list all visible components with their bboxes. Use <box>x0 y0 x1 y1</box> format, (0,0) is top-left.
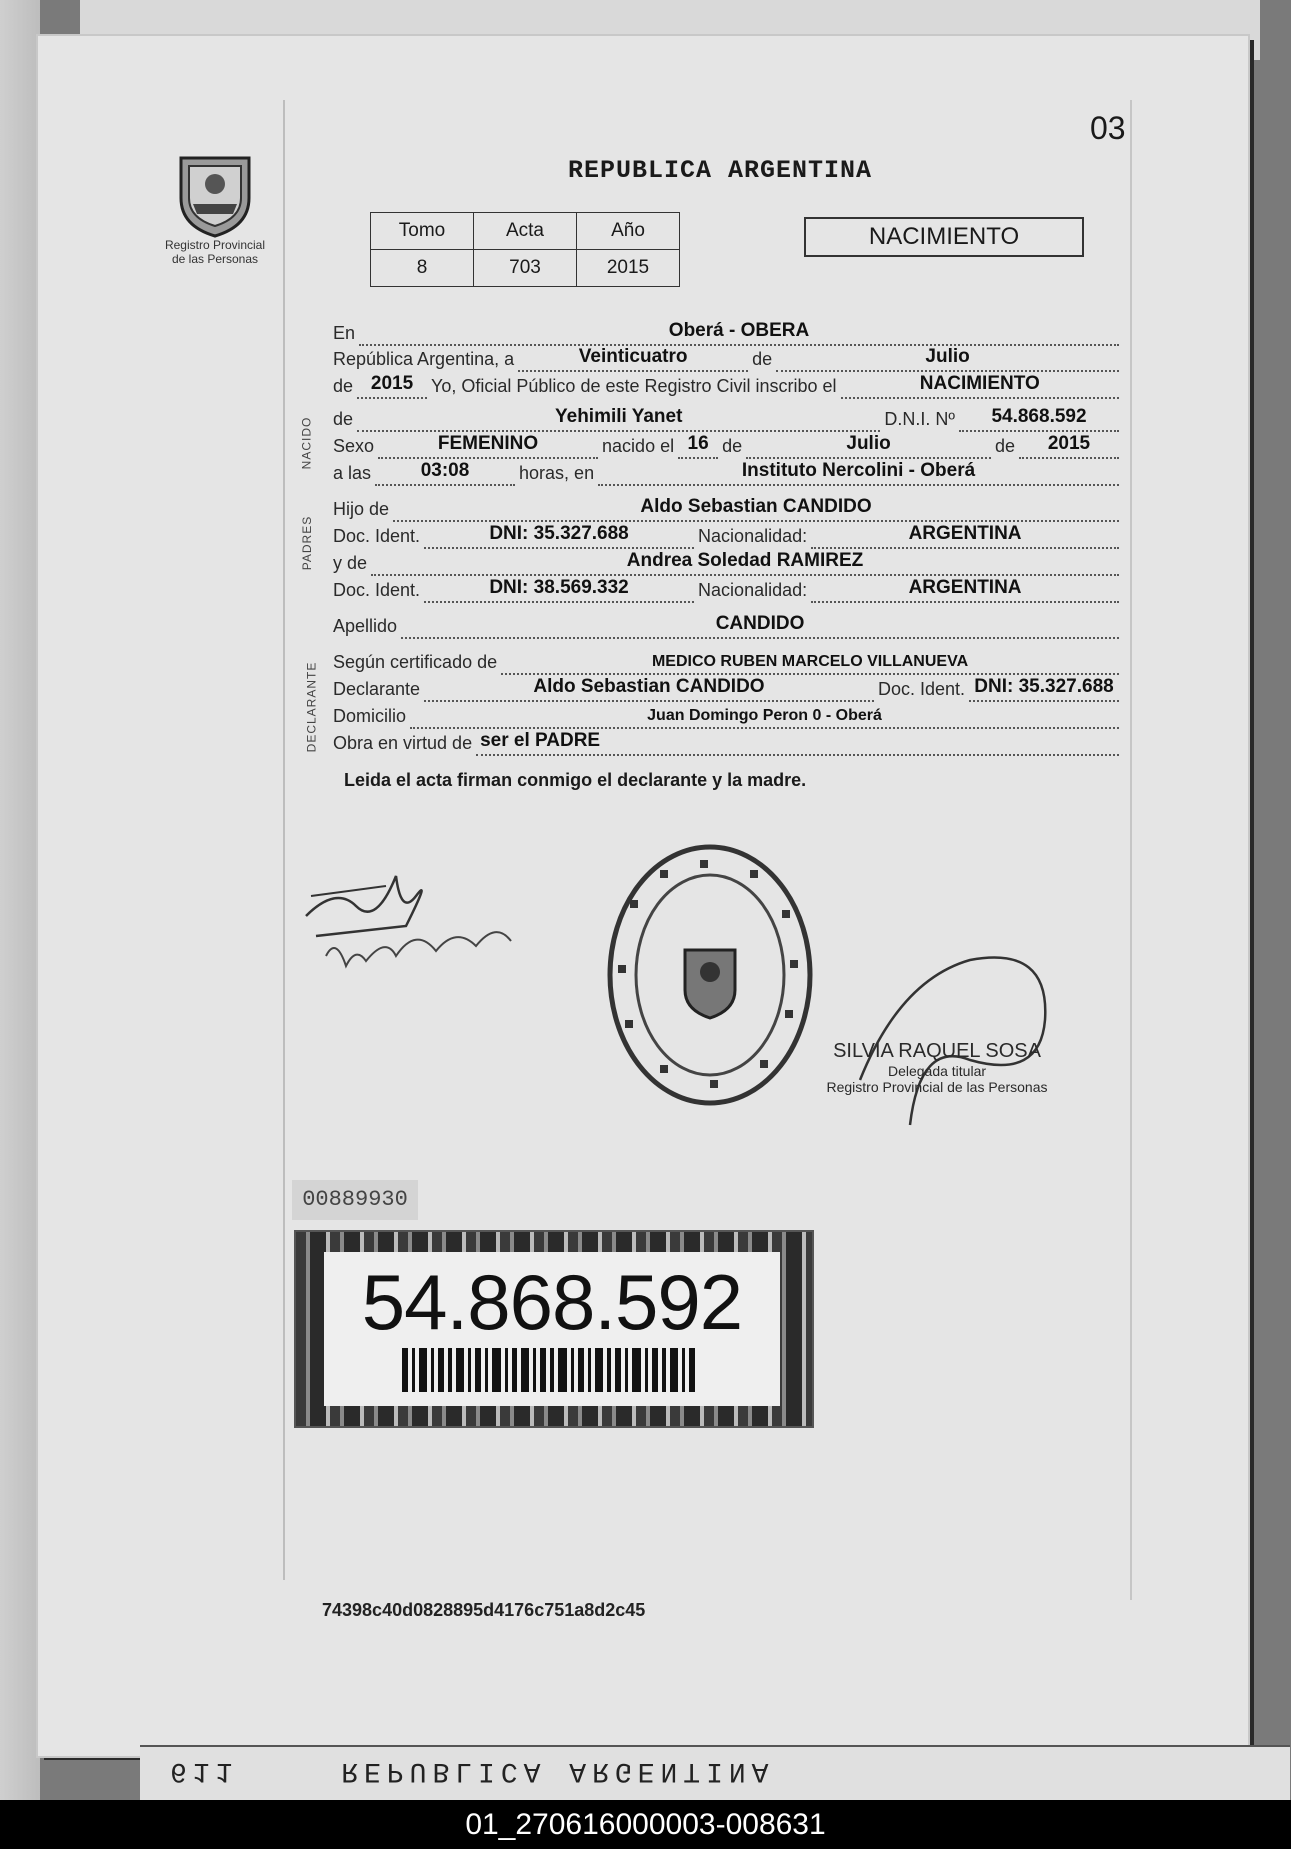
field-oficial-value: NACIMIENTO <box>919 373 1040 394</box>
coat-of-arms-icon <box>173 148 257 238</box>
field-certificado-value: MEDICO RUBEN MARCELO VILLANUEVA <box>651 653 969 670</box>
field-doc2-label: Doc. Ident. <box>333 580 421 600</box>
field-dni-label: D.N.I. Nº <box>884 409 955 429</box>
field-doc1-label: Doc. Ident. <box>333 526 421 546</box>
registry-value-row <box>371 250 680 287</box>
field-nac1-value: ARGENTINA <box>908 523 1022 544</box>
field-hijo-de <box>333 494 1123 522</box>
logo-line-2: de las Personas <box>171 252 259 266</box>
field-obra <box>333 728 1123 756</box>
field-certificado-label: Según certificado de <box>333 652 498 672</box>
official-seal <box>600 840 820 1110</box>
field-doc-2 <box>333 575 1123 603</box>
field-republica <box>333 344 1123 372</box>
document-heading: REPUBLICA ARGENTINA <box>567 156 873 185</box>
scan-footer: 01_270616000003-008631 <box>0 1800 1291 1849</box>
field-de-month-label: de <box>752 349 773 369</box>
field-nacido-de2-value: 2015 <box>1047 433 1091 454</box>
registry-header-ano: Año <box>577 213 680 250</box>
next-sheet-edge <box>140 1745 1290 1802</box>
field-hijo-de-label: Hijo de <box>333 499 390 519</box>
background-strip <box>0 0 40 1800</box>
field-horas-value: Instituto Nercolini - Oberá <box>741 460 976 481</box>
field-doc3-label: Doc. Ident. <box>877 679 965 699</box>
field-hijo-de-value: Aldo Sebastian CANDIDO <box>640 496 872 517</box>
registry-header-row <box>371 213 680 250</box>
registry-logo <box>150 148 280 266</box>
field-y-de <box>333 548 1123 576</box>
field-de-name-value: Yehimili Yanet <box>555 406 683 427</box>
declarant-signature <box>296 856 536 986</box>
field-nac2-label: Nacionalidad: <box>698 580 808 600</box>
side-label-nacido: NACIDO <box>299 416 314 470</box>
registry-table <box>370 212 680 287</box>
side-label-padres: PADRES <box>300 515 315 571</box>
serial-number: 00889930 <box>292 1180 418 1220</box>
field-obra-value: ser el PADRE <box>480 730 601 751</box>
field-nacido-el-label: nacido el <box>602 436 675 456</box>
page-number: 03 <box>1090 110 1126 146</box>
field-certificado <box>333 647 1123 675</box>
field-nacido-de-value: Julio <box>846 433 891 454</box>
official-org: Registro Provincial de las Personas <box>826 1079 1048 1095</box>
right-margin-line <box>1130 100 1132 1600</box>
field-a-las <box>333 458 1123 486</box>
field-de-year-label: de <box>333 376 354 396</box>
field-a-las-value: 03:08 <box>420 460 470 481</box>
side-label-declarante: DECLARANTE <box>304 661 319 753</box>
field-doc2-value: DNI: 38.569.332 <box>489 577 629 598</box>
field-nacido-el-value: 16 <box>687 433 709 454</box>
field-en-value: Oberá - OBERA <box>668 320 810 341</box>
field-dni-value: 54.868.592 <box>991 406 1087 427</box>
field-declarante <box>333 674 1123 702</box>
barcode-number: 54.868.592 <box>361 1258 743 1346</box>
field-horas-label: horas, en <box>519 463 595 483</box>
document-hash: 74398c40d0828895d4176c751a8d2c45 <box>322 1600 646 1620</box>
field-sexo <box>333 431 1123 459</box>
field-domicilio-value: Juan Domingo Peron 0 - Oberá <box>647 707 882 724</box>
field-obra-label: Obra en virtud de <box>333 733 473 753</box>
field-domicilio-label: Domicilio <box>333 706 407 726</box>
registry-header-tomo: Tomo <box>371 213 474 250</box>
margin-line <box>283 100 285 1580</box>
next-sheet-heading: REPUBLICA ARGENTINA <box>341 1755 775 1786</box>
field-nac2-value: ARGENTINA <box>908 577 1022 598</box>
field-nac1-label: Nacionalidad: <box>698 526 808 546</box>
field-y-de-label: y de <box>333 553 368 573</box>
field-en <box>333 318 1123 346</box>
field-doc-1 <box>333 521 1123 549</box>
field-de-month-value: Julio <box>925 346 970 367</box>
field-republica-value: Veinticuatro <box>578 346 688 367</box>
field-republica-label: República Argentina, a <box>333 349 515 369</box>
field-name <box>333 404 1123 432</box>
registry-value-acta: 703 <box>474 250 577 287</box>
field-de-name-label: de <box>333 409 354 429</box>
registry-header-acta: Acta <box>474 213 577 250</box>
field-de-year-value: 2015 <box>370 373 414 394</box>
logo-line-1: Registro Provincial <box>164 238 266 252</box>
field-doc1-value: DNI: 35.327.688 <box>489 523 629 544</box>
record-type-box: NACIMIENTO <box>804 217 1084 257</box>
barcode-icon <box>402 1348 702 1392</box>
official-block <box>812 1040 1062 1095</box>
official-name: SILVIA RAQUEL SOSA <box>833 1040 1041 1062</box>
closing-note: Leida el acta firman conmigo el declarante y la madre. <box>344 770 807 790</box>
official-title: Delegada titular <box>887 1063 987 1079</box>
field-nacido-de-label: de <box>722 436 743 456</box>
field-apellido <box>333 611 1123 639</box>
field-sexo-value: FEMENINO <box>437 433 539 454</box>
field-domicilio <box>333 701 1123 729</box>
next-sheet-number: 611 <box>170 1755 239 1786</box>
field-declarante-value: Aldo Sebastian CANDIDO <box>533 676 765 697</box>
field-oficial <box>333 371 1123 399</box>
field-oficial-label: Yo, Oficial Público de este Registro Civil inscribo el <box>431 376 837 396</box>
field-en-label: En <box>333 323 356 343</box>
field-apellido-label: Apellido <box>333 616 398 636</box>
field-doc3-value: DNI: 35.327.688 <box>974 676 1114 697</box>
field-sexo-label: Sexo <box>333 436 375 456</box>
registry-value-ano: 2015 <box>577 250 680 287</box>
field-y-de-value: Andrea Soledad RAMIREZ <box>626 550 864 571</box>
field-declarante-label: Declarante <box>333 679 421 699</box>
field-nacido-de2-label: de <box>994 436 1015 456</box>
field-a-las-label: a las <box>333 463 372 483</box>
field-apellido-value: CANDIDO <box>715 613 805 634</box>
registry-value-tomo: 8 <box>371 250 474 287</box>
barcode-sticker <box>294 1230 814 1428</box>
